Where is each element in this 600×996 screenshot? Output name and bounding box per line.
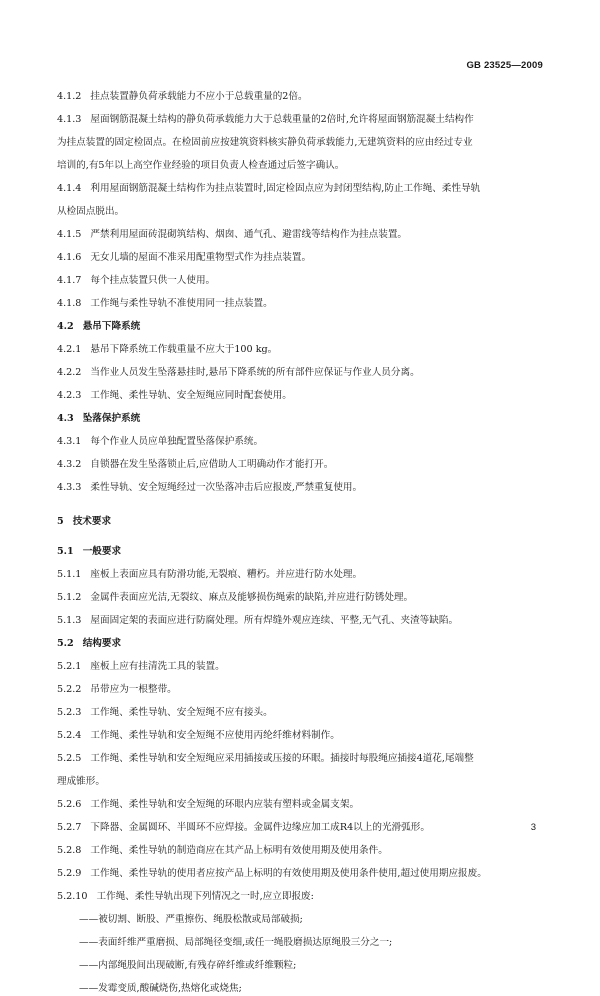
clause-number: 5.2.5	[57, 753, 82, 764]
clause-number: 5.1.3	[57, 615, 82, 626]
clause-text: 每个作业人员应单独配置坠落保护系统。	[90, 436, 264, 447]
clause-number: 4.1.5	[57, 229, 82, 240]
clause-text: 座板上应有挂清洗工具的装置。	[90, 661, 225, 672]
clause-4-1-5	[57, 228, 547, 242]
clause-5-2-4	[57, 729, 547, 743]
section-number: 4.3	[57, 413, 74, 424]
clause-5-2-7	[57, 821, 547, 835]
section-title: 结构要求	[82, 638, 122, 649]
section-number: 4.2	[57, 321, 74, 332]
section-heading-4-2	[57, 320, 547, 334]
clause-number: 4.1.6	[57, 252, 82, 263]
clause-4-1-2	[57, 90, 547, 104]
clause-number: 4.3.3	[57, 482, 82, 493]
clause-text: 吊带应为一根整带。	[90, 684, 177, 695]
clause-4-2-2	[57, 366, 547, 380]
clause-5-2-6	[57, 798, 547, 812]
clause-number: 5.2.9	[57, 868, 82, 879]
clause-text: 无女儿墙的屋面不准采用配重物型式作为挂点装置。	[90, 252, 312, 263]
section-heading-5-1	[57, 545, 547, 559]
clause-text: 悬吊下降系统工作载重量不应大于100 kg。	[90, 344, 278, 355]
clause-4-1-7	[57, 274, 547, 288]
list-item: ——发霉变质,酸碱烧伤,热熔化或烧焦;	[79, 983, 242, 994]
clause-number: 5.1.1	[57, 569, 82, 580]
clause-number: 5.1.2	[57, 592, 82, 603]
clause-4-1-4	[57, 182, 547, 196]
clause-text: 严禁利用屋面砖混砌筑结构、烟囱、通气孔、避雷线等结构作为挂点装置。	[90, 229, 408, 240]
clause-4-3-2	[57, 458, 547, 472]
clause-number: 5.2.6	[57, 799, 82, 810]
clause-number: 4.1.7	[57, 275, 82, 286]
clause-4-2-3	[57, 389, 547, 403]
clause-text: 当作业人员发生坠落悬挂时,悬吊下降系统的所有部件应保证与作业人员分离。	[90, 367, 420, 378]
clause-text: 工作绳、柔性导轨的制造商应在其产品上标明有效使用期及使用条件。	[90, 845, 388, 856]
clause-4-2-1	[57, 343, 547, 357]
list-item: ——内部绳股间出现破断,有残存碎纤维或纤维颗粒;	[79, 960, 297, 971]
clause-number: 4.1.4	[57, 183, 82, 194]
section-title: 坠落保护系统	[82, 413, 141, 424]
clause-5-2-8	[57, 844, 547, 858]
clause-text: 工作绳、柔性导轨、安全短绳应同时配套使用。	[90, 390, 292, 401]
clause-text: 工作绳、柔性导轨和安全短绳应采用插接或压接的环眼。插接时每股绳应插接4道花,尾端整	[90, 753, 474, 764]
clause-number: 5.2.2	[57, 684, 82, 695]
clause-5-2-2	[57, 683, 547, 697]
section-title: 悬吊下降系统	[82, 321, 141, 332]
clause-number: 4.2.3	[57, 390, 82, 401]
clause-continuation: 理成锥形。	[57, 776, 105, 787]
clause-number: 5.2.8	[57, 845, 82, 856]
chapter-title: 技术要求	[72, 516, 112, 527]
clause-5-2-3	[57, 706, 547, 720]
clause-4-1-6	[57, 251, 547, 265]
clause-4-1-8	[57, 297, 547, 311]
clause-5-1-3	[57, 614, 547, 628]
section-title: 一般要求	[82, 546, 122, 557]
clause-number: 5.2.1	[57, 661, 82, 672]
clause-text: 金属件表面应光洁,无裂纹、麻点及能够损伤绳索的缺陷,并应进行防锈处理。	[90, 592, 414, 603]
clause-continuation: 培训的,有5年以上高空作业经验的项目负责人检查通过后签字确认。	[57, 160, 345, 171]
section-heading-4-3	[57, 412, 547, 426]
clause-text: 挂点装置静负荷承载能力不应小于总载重量的2倍。	[90, 91, 308, 102]
list-item: ——表面纤维严重磨损、局部绳径变细,或任一绳股磨损达原绳股三分之一;	[79, 937, 393, 948]
chapter-heading-5	[57, 515, 547, 529]
clause-text: 利用屋面钢筋混凝土结构作为挂点装置时,固定检固点应为封闭型结构,防止工作绳、柔性导轨	[90, 183, 481, 194]
clause-5-2-10	[57, 890, 547, 904]
clause-number: 4.1.3	[57, 114, 82, 125]
clause-5-2-5	[57, 752, 547, 766]
clause-text: 座板上表面应具有防滑功能,无裂痕、糟朽。并应进行防水处理。	[90, 569, 363, 580]
clause-number: 5.2.3	[57, 707, 82, 718]
clause-4-1-3	[57, 113, 547, 127]
clause-text: 下降器、金属圆环、半圆环不应焊接。金属件边缘应加工成R4以上的光滑弧形。	[90, 822, 430, 833]
clause-text: 工作绳、柔性导轨出现下列情况之一时,应立即报废:	[96, 891, 314, 902]
section-number: 5.2	[57, 638, 74, 649]
section-heading-5-2	[57, 637, 547, 651]
clause-number: 5.2.10	[57, 891, 88, 902]
clause-number: 4.1.2	[57, 91, 82, 102]
clause-4-3-3	[57, 481, 547, 495]
clause-5-2-9	[57, 867, 547, 881]
clause-text: 自锁器在发生坠落锁止后,应借助人工明确动作才能打开。	[90, 459, 334, 470]
clause-number: 4.3.1	[57, 436, 82, 447]
clause-4-3-1	[57, 435, 547, 449]
clause-text: 工作绳、柔性导轨和安全短绳不应使用丙纶纤维材料制作。	[90, 730, 340, 741]
clause-number: 4.3.2	[57, 459, 82, 470]
clause-continuation: 为挂点装置的固定检固点。在检固前应按建筑资料核实静负荷承载能力,无建筑资料的应由经过专业	[57, 137, 473, 148]
clause-text: 工作绳、柔性导轨和安全短绳的环眼内应装有塑料或金属支架。	[90, 799, 360, 810]
clause-continuation: 从检固点脱出。	[57, 206, 125, 217]
chapter-number: 5	[57, 516, 64, 527]
standard-code: GB 23525—2009	[466, 60, 543, 71]
clause-text: 每个挂点装置只供一人使用。	[90, 275, 216, 286]
clause-5-1-2	[57, 591, 547, 605]
clause-number: 4.2.2	[57, 367, 82, 378]
clause-text: 工作绳、柔性导轨的使用者应按产品上标明的有效使用期及使用条件使用,超过使用期应报废。	[90, 868, 487, 879]
clause-text: 工作绳、柔性导轨、安全短绳不应有接头。	[90, 707, 273, 718]
clause-5-2-1	[57, 660, 547, 674]
list-item: ——被切割、断股、严重擦伤、绳股松散或局部破损;	[79, 914, 303, 925]
clause-number: 5.2.7	[57, 822, 82, 833]
clause-5-1-1	[57, 568, 547, 582]
clause-number: 4.1.8	[57, 298, 82, 309]
clause-text: 柔性导轨、安全短绳经过一次坠落冲击后应报废,严禁重复使用。	[90, 482, 363, 493]
clause-number: 5.2.4	[57, 730, 82, 741]
clause-text: 屋面钢筋混凝土结构的静负荷承载能力大于总载重量的2倍时,允许将屋面钢筋混凝土结构作	[90, 114, 474, 125]
section-number: 5.1	[57, 546, 74, 557]
page-content	[57, 90, 547, 996]
clause-number: 4.2.1	[57, 344, 82, 355]
clause-text: 屋面固定架的表面应进行防腐处理。所有焊缝外观应连续、平整,无气孔、夹渣等缺陷。	[90, 615, 459, 626]
clause-text: 工作绳与柔性导轨不准使用同一挂点装置。	[90, 298, 273, 309]
page-number: 3	[530, 822, 536, 833]
